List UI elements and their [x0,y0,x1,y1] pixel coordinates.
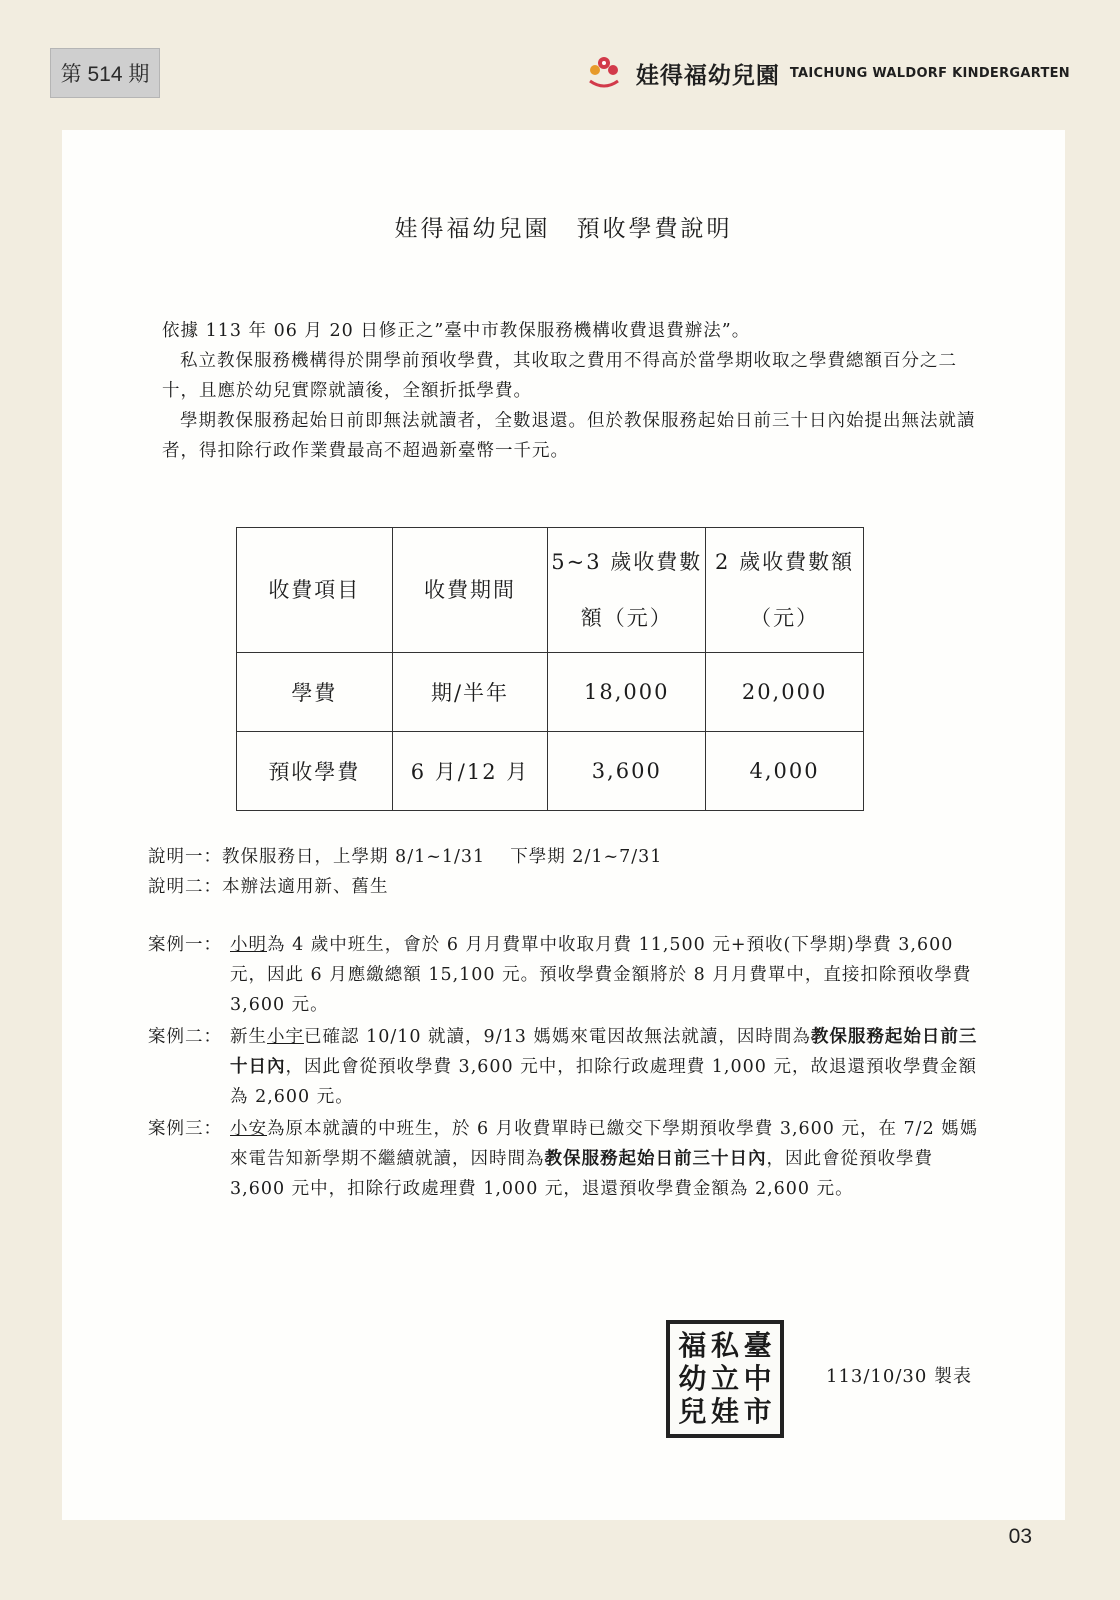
case-text: 新生 [230,1027,267,1047]
case-text: ，因此會從預收學費 3,600 元中，扣除行政處理費 1,000 元，故退還預收學費金額為 2,600 元。 [230,1057,977,1107]
intro-paragraph-1: 依據 113 年 06 月 20 日修正之”臺中市教保服務機構收費退費辦法”。 [162,321,751,341]
case-body [230,1022,988,1112]
official-seal-stamp: 福 私 臺 幼 立 中 兒 娃 市 [666,1320,784,1438]
made-date: 113/10/30 製表 [826,1366,973,1387]
case-1 [148,930,988,1020]
case-2 [148,1022,988,1112]
case-emphasis: 教保服務起始日前三十日內 [230,1027,978,1077]
table-cell: 期/半年 [392,653,548,732]
flower-logo-icon [582,51,626,95]
table-cell: 預收學費 [237,732,393,811]
case-label: 案例二： [148,1027,222,1047]
case-label: 案例三： [148,1119,222,1139]
table-cell: 3,600 [548,732,706,811]
brand-header [582,50,1070,96]
case-text: 為 4 歲中班生，會於 6 月月費單中收取月費 11,500 元+預收(下學期)學費 3,600 元，因此 6 月應繳總額 15,100 元。預收學費金額將於 8 月月費單中，直接扣除預收學費 3,600 元。 [230,935,972,1015]
brand-english-name: TAICHUNG WALDORF KINDERGARTEN [789,65,1070,81]
table-header-cell: 收費項目 [237,528,393,653]
cases-section [148,930,988,1204]
issue-badge: 第 514 期 [50,48,160,98]
table-header-cell: 2 歲收費數額（元） [706,528,864,653]
notes-section [148,842,988,902]
table-cell: 學費 [237,653,393,732]
brand-name: 娃得福幼兒園 [635,62,780,89]
page-number: 03 [1008,1525,1032,1548]
case-text: ，因此會從預收學費 3,600 元中，扣除行政處理費 1,000 元，退還預收學費金額為 2,600 元。 [230,1149,933,1199]
table-header-cell: 5~3 歲收費數額（元） [548,528,706,653]
note-1: 說明一：教保服務日，上學期 8/1~1/31 下學期 2/1~7/31 [148,847,663,867]
document-page [62,130,1065,1520]
case-text: 已確認 10/10 就讀，9/13 媽媽來電因故無法就讀，因時間為 [304,1027,811,1047]
case-child-name: 小明 [230,935,267,955]
document-title: 娃得福幼兒園 預收學費說明 [394,216,733,242]
case-child-name: 小安 [230,1119,267,1139]
table-cell: 6 月/12 月 [392,732,548,811]
table-cell: 4,000 [706,732,864,811]
table-header-row [237,528,864,653]
case-3 [148,1114,988,1204]
intro-paragraph-2: 私立教保服務機構得於開學前預收學費，其收取之費用不得高於當學期收取之學費總額百分之二十，且應於幼兒實際就讀後，全額折抵學費。 [162,351,957,401]
table-cell: 18,000 [548,653,706,732]
case-body [230,930,988,1020]
case-label: 案例一： [148,935,222,955]
case-emphasis: 教保服務起始日前三十日內 [544,1149,767,1169]
table-cell: 20,000 [706,653,864,732]
table-header-cell: 收費期間 [392,528,548,653]
table-row [237,653,864,732]
intro-paragraph-3: 學期教保服務起始日前即無法就讀者，全數退還。但於教保服務起始日前三十日內始提出無法就讀者，得扣除行政作業費最高不超過新臺幣一千元。 [162,411,976,461]
case-child-name: 小宇 [267,1027,304,1047]
case-body [230,1114,988,1204]
fee-table [236,527,864,811]
table-row [237,732,864,811]
case-text: 為原本就讀的中班生，於 6 月收費單時已繳交下學期預收學費 3,600 元，在 7/2 媽媽來電告知新學期不繼續就讀，因時間為 [230,1119,979,1169]
note-2: 說明二：本辦法適用新、舊生 [148,877,389,897]
